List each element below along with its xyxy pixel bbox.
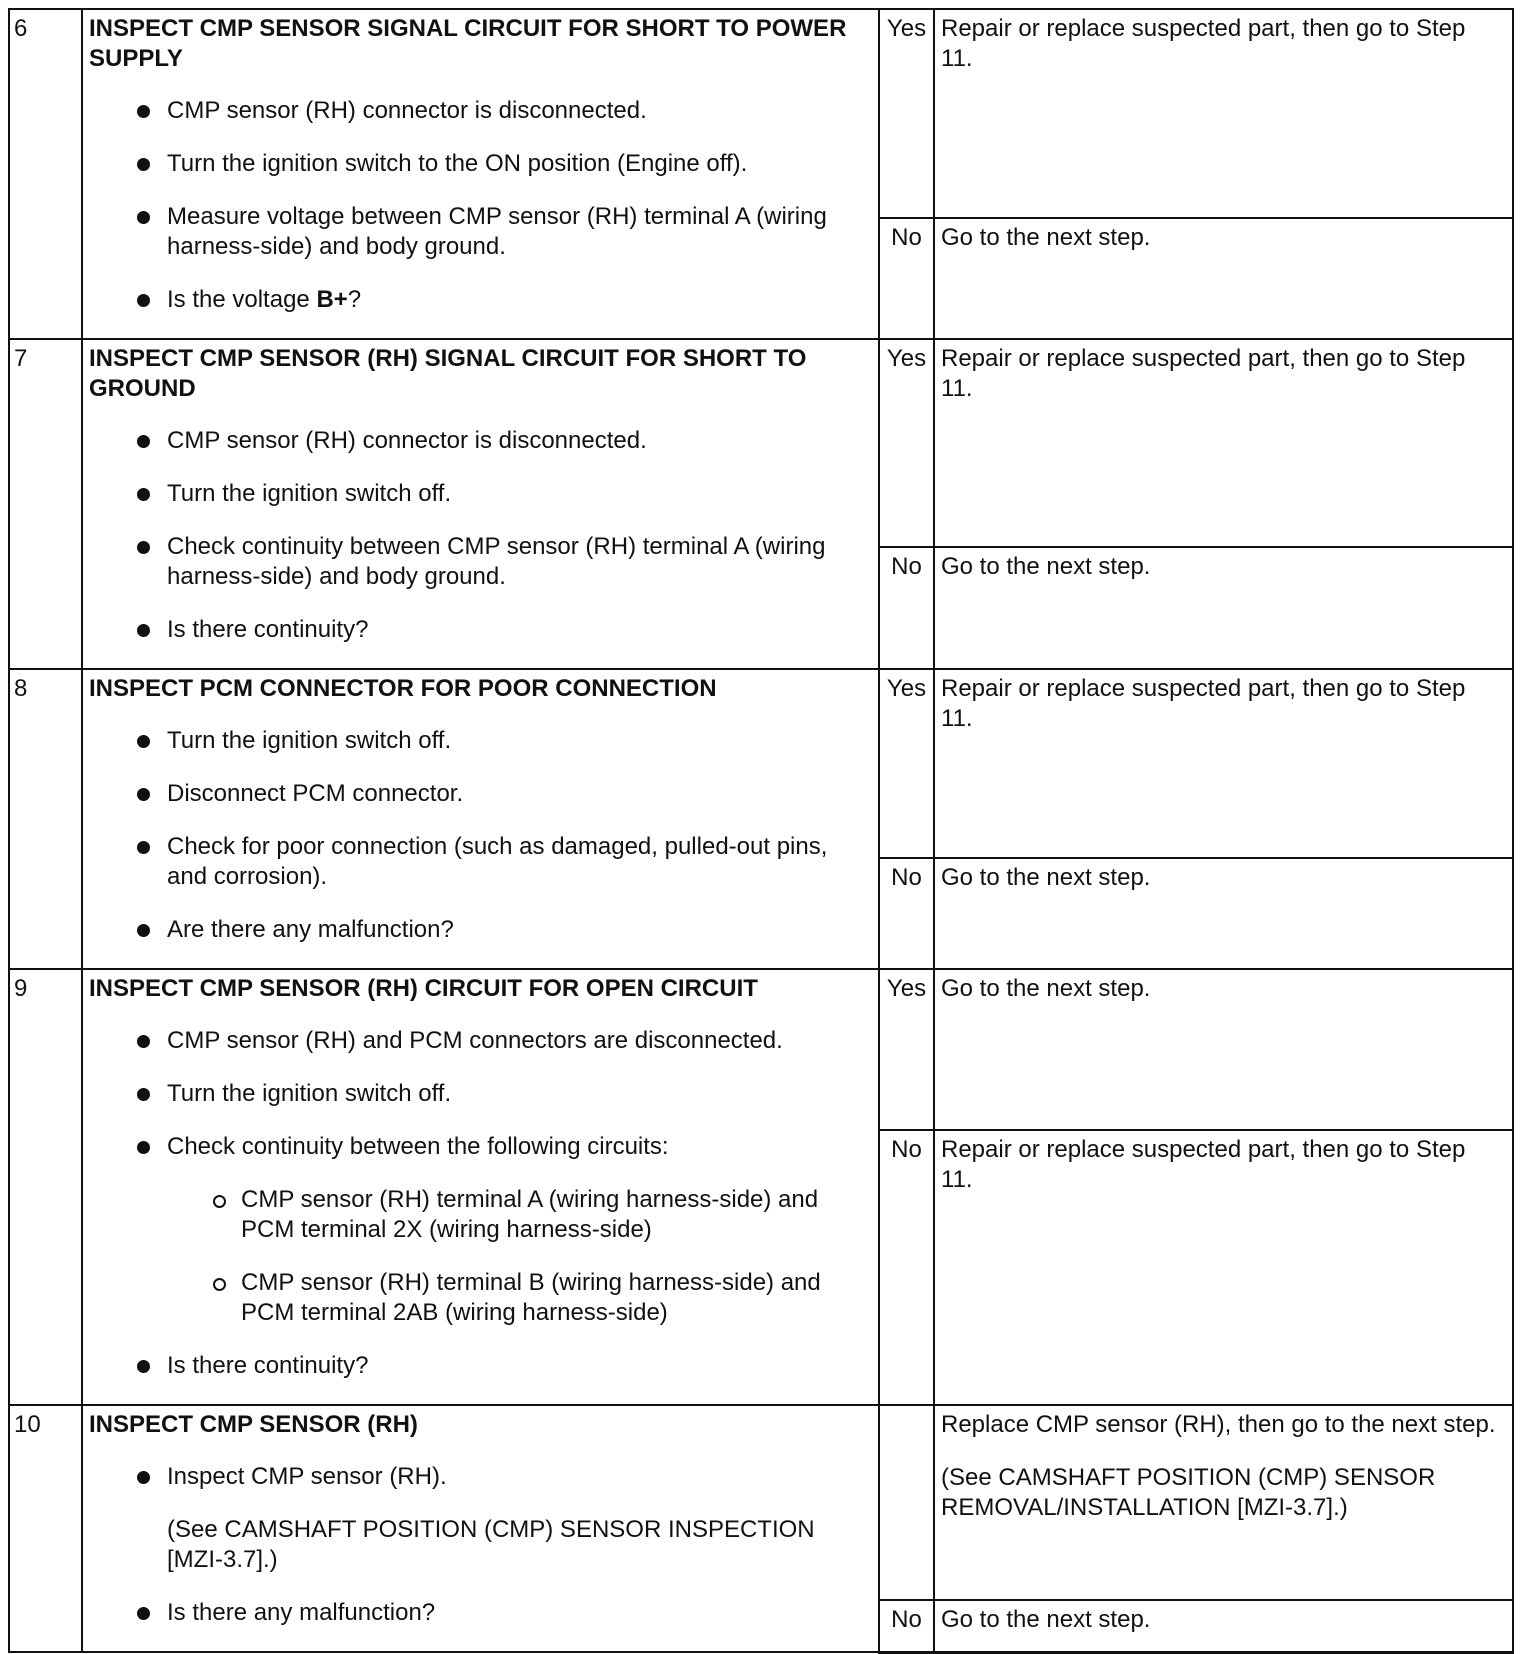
bullet-item-with-sublist [167, 1132, 864, 1328]
no-label: No [879, 1600, 934, 1652]
yes-action: Repair or replace suspected part, then go to Step 11. [934, 9, 1513, 218]
no-action: Go to the next step. [934, 1600, 1513, 1652]
no-action: Go to the next step. [934, 218, 1513, 339]
no-action: Go to the next step. [934, 858, 1513, 969]
bullet-item: Turn the ignition switch to the ON position (Engine off). [167, 149, 864, 179]
step-number: 7 [9, 339, 82, 669]
bullet-item: Is there any malfunction? [167, 1598, 864, 1628]
bullet-item: CMP sensor (RH) and PCM connectors are disconnected. [167, 1026, 864, 1056]
step-row-9 [9, 969, 1513, 1130]
step-bullets [89, 1026, 864, 1381]
step-content [82, 9, 879, 339]
bullet-item: Disconnect PCM connector. [167, 779, 864, 809]
bullet-item: CMP sensor (RH) connector is disconnected. [167, 96, 864, 126]
step-title: INSPECT CMP SENSOR (RH) [89, 1411, 418, 1438]
yes-label: Yes [879, 669, 934, 858]
step-row-10 [9, 1405, 1513, 1600]
step-number: 8 [9, 669, 82, 969]
reference-note: (See CAMSHAFT POSITION (CMP) SENSOR REMOVAL/INSTALLATION [MZI-3.7].) [941, 1464, 1436, 1521]
question-mark: ? [347, 286, 362, 313]
bullet-item: Turn the ignition switch off. [167, 479, 864, 509]
step-title: INSPECT CMP SENSOR SIGNAL CIRCUIT FOR SHORT TO POWER SUPPLY [89, 15, 847, 72]
yes-action: Repair or replace suspected part, then go to Step 11. [934, 669, 1513, 858]
step-number: 9 [9, 969, 82, 1405]
step-content [82, 1405, 879, 1652]
bullet-text: Check continuity between the following circuits: [167, 1133, 669, 1160]
yes-label: Yes [879, 339, 934, 547]
yes-action: Go to the next step. [934, 969, 1513, 1130]
step-row-7 [9, 339, 1513, 547]
bullet-item: Measure voltage between CMP sensor (RH) terminal A (wiring harness-side) and body ground. [167, 202, 864, 262]
question-text: Is the voltage [167, 286, 317, 313]
step-content [82, 669, 879, 969]
bullet-item: Is there continuity? [167, 1351, 864, 1381]
step-bullets [89, 1462, 864, 1628]
bullet-item: Turn the ignition switch off. [167, 726, 864, 756]
reference-note: (See CAMSHAFT POSITION (CMP) SENSOR INSPECTION [MZI-3.7].) [167, 1516, 815, 1573]
yes-action: Repair or replace suspected part, then go to Step 11. [934, 339, 1513, 547]
no-action: Repair or replace suspected part, then go to Step 11. [934, 1130, 1513, 1405]
bullet-item: Turn the ignition switch off. [167, 1079, 864, 1109]
troubleshooting-table [8, 8, 1514, 1654]
step-bullets [89, 726, 864, 945]
bullet-text: Inspect CMP sensor (RH). [167, 1463, 447, 1490]
sub-bullets [167, 1185, 864, 1328]
step-title: INSPECT CMP SENSOR (RH) CIRCUIT FOR OPEN CIRCUIT [89, 975, 758, 1002]
yes-label: Yes [879, 969, 934, 1130]
step-title: INSPECT PCM CONNECTOR FOR POOR CONNECTION [89, 675, 717, 702]
yes-action-text: Replace CMP sensor (RH), then go to the next step. [941, 1411, 1496, 1438]
step-content [82, 969, 879, 1405]
step-title: INSPECT CMP SENSOR (RH) SIGNAL CIRCUIT FOR SHORT TO GROUND [89, 345, 807, 402]
bullet-item-with-note [167, 1462, 864, 1575]
no-label: No [879, 547, 934, 669]
sub-bullet-item: CMP sensor (RH) terminal B (wiring harness-side) and PCM terminal 2AB (wiring harness-side) [241, 1268, 864, 1328]
yes-label: Yes [879, 9, 934, 218]
yes-label [879, 1405, 934, 1600]
no-label: No [879, 218, 934, 339]
bullet-item: Is there continuity? [167, 615, 864, 645]
question-value: B+ [316, 286, 348, 313]
bullet-item-question [167, 285, 864, 315]
bullet-item: Check for poor connection (such as damaged, pulled-out pins, and corrosion). [167, 832, 864, 892]
bullet-item: Are there any malfunction? [167, 915, 864, 945]
step-row-6 [9, 9, 1513, 218]
no-label: No [879, 1130, 934, 1405]
no-action: Go to the next step. [934, 547, 1513, 669]
step-number: 10 [9, 1405, 82, 1652]
no-label: No [879, 858, 934, 969]
step-row-8 [9, 669, 1513, 858]
step-bullets [89, 426, 864, 645]
sub-bullet-item: CMP sensor (RH) terminal A (wiring harness-side) and PCM terminal 2X (wiring harness-side) [241, 1185, 864, 1245]
yes-action [934, 1405, 1513, 1600]
bullet-item: CMP sensor (RH) connector is disconnected. [167, 426, 864, 456]
step-content [82, 339, 879, 669]
step-number: 6 [9, 9, 82, 339]
step-bullets [89, 96, 864, 315]
bullet-item: Check continuity between CMP sensor (RH) terminal A (wiring harness-side) and body ground. [167, 532, 864, 592]
